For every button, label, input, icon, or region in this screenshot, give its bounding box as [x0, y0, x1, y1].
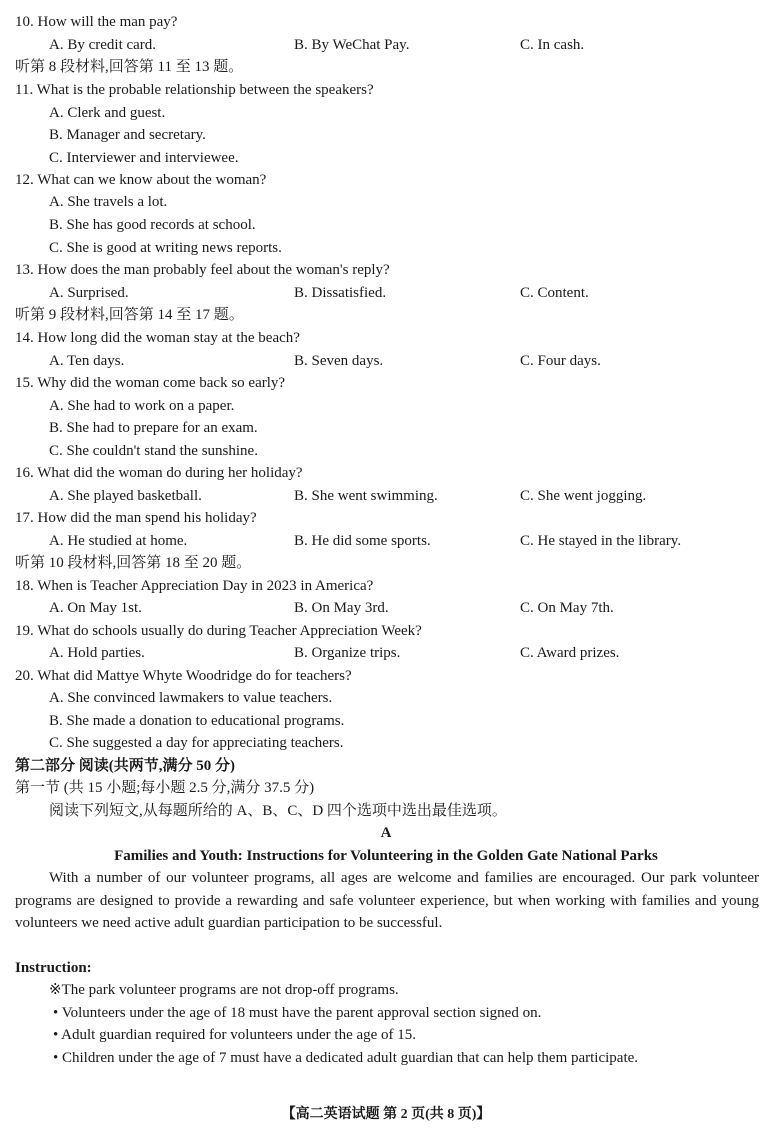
option-b: B. She has good records at school. — [49, 217, 256, 233]
question-stem: 11. What is the probable relationship between the speakers? — [15, 82, 374, 98]
option-c: C. He stayed in the library. — [520, 533, 682, 549]
option-c: C. She suggested a day for appreciating teachers. — [49, 735, 344, 751]
option-a: A. Clerk and guest. — [49, 105, 166, 121]
question-stem: 14. How long did the woman stay at the beach? — [15, 330, 300, 346]
option-b: B. On May 3rd. — [294, 600, 389, 616]
question-stem: 17. How did the man spend his holiday? — [15, 510, 257, 526]
passage-letter: A — [380, 825, 392, 841]
option-b: B. Organize trips. — [294, 645, 401, 661]
question-stem: 20. What did Mattye Whyte Woodridge do for teachers? — [15, 668, 352, 684]
option-c: C. Award prizes. — [520, 645, 620, 661]
option-a: A. She had to work on a paper. — [49, 398, 235, 414]
option-b: B. She had to prepare for an exam. — [49, 420, 258, 436]
section-note: 听第 10 段材料,回答第 18 至 20 题。 — [15, 555, 252, 571]
option-c: C. Content. — [520, 285, 589, 301]
option-a: A. By credit card. — [49, 37, 157, 53]
part-title: 第二部分 阅读(共两节,满分 50 分) — [15, 758, 235, 774]
passage-title: Families and Youth: Instructions for Volunteering in the Golden Gate National Parks — [114, 848, 658, 864]
option-b: B. Manager and secretary. — [49, 127, 206, 143]
page-footer: 【高二英语试题 第 2 页(共 8 页)】 — [281, 1107, 491, 1122]
option-a: A. She played basketball. — [49, 488, 202, 504]
option-b: B. He did some sports. — [294, 533, 431, 549]
option-c: C. On May 7th. — [520, 600, 614, 616]
directions: 阅读下列短文,从每题所给的 A、B、C、D 四个选项中选出最佳选项。 — [49, 803, 507, 819]
option-a: A. Surprised. — [49, 285, 129, 301]
option-c: C. She is good at writing news reports. — [49, 240, 282, 256]
option-b: B. She made a donation to educational programs. — [49, 713, 345, 729]
question-stem: 15. Why did the woman come back so early? — [15, 375, 286, 391]
option-a: A. She travels a lot. — [49, 194, 168, 210]
section-note: 听第 8 段材料,回答第 11 至 13 题。 — [15, 59, 244, 75]
question-stem: 13. How does the man probably feel about the woman's reply? — [15, 262, 390, 278]
question-stem: 10. How will the man pay? — [15, 14, 178, 30]
option-b: B. Seven days. — [294, 353, 384, 369]
note-line: ※The park volunteer programs are not drop-off programs. — [49, 982, 399, 998]
section-note: 听第 9 段材料,回答第 14 至 17 题。 — [15, 307, 244, 323]
question-stem: 16. What did the woman do during her holiday? — [15, 465, 303, 481]
question-stem: 18. When is Teacher Appreciation Day in 2023 in America? — [15, 578, 374, 594]
option-c: C. Interviewer and interviewee. — [49, 150, 239, 166]
question-stem: 19. What do schools usually do during Teacher Appreciation Week? — [15, 623, 422, 639]
section-title: 第一节 (共 15 小题;每小题 2.5 分,满分 37.5 分) — [15, 780, 315, 796]
option-a: A. She convinced lawmakers to value teachers. — [49, 690, 333, 706]
option-a: A. Ten days. — [49, 353, 125, 369]
option-c: C. She went jogging. — [520, 488, 647, 504]
option-c: C. Four days. — [520, 353, 601, 369]
bullet-item: • Adult guardian required for volunteers under the age of 15. — [53, 1027, 417, 1043]
option-b: B. Dissatisfied. — [294, 285, 387, 301]
option-a: A. Hold parties. — [49, 645, 145, 661]
intro-paragraph: With a number of our volunteer programs, all ages are welcome and families are encouraged. Our park volunteer programs are designed to provide a rewarding and safe volunteer experience, but when working with families and young volunteers we need active adult guardian participation to be successful. — [15, 870, 759, 931]
bullet-item: • Children under the age of 7 must have a dedicated adult guardian that can help them participate. — [53, 1050, 639, 1066]
option-a: A. On May 1st. — [49, 600, 142, 616]
option-a: A. He studied at home. — [49, 533, 188, 549]
instruction-label: Instruction: — [15, 960, 92, 976]
option-c: C. She couldn't stand the sunshine. — [49, 443, 258, 459]
bullet-item: • Volunteers under the age of 18 must have the parent approval section signed on. — [53, 1005, 542, 1021]
question-stem: 12. What can we know about the woman? — [15, 172, 267, 188]
option-c: C. In cash. — [520, 37, 585, 53]
option-b: B. She went swimming. — [294, 488, 438, 504]
option-b: B. By WeChat Pay. — [294, 37, 410, 53]
